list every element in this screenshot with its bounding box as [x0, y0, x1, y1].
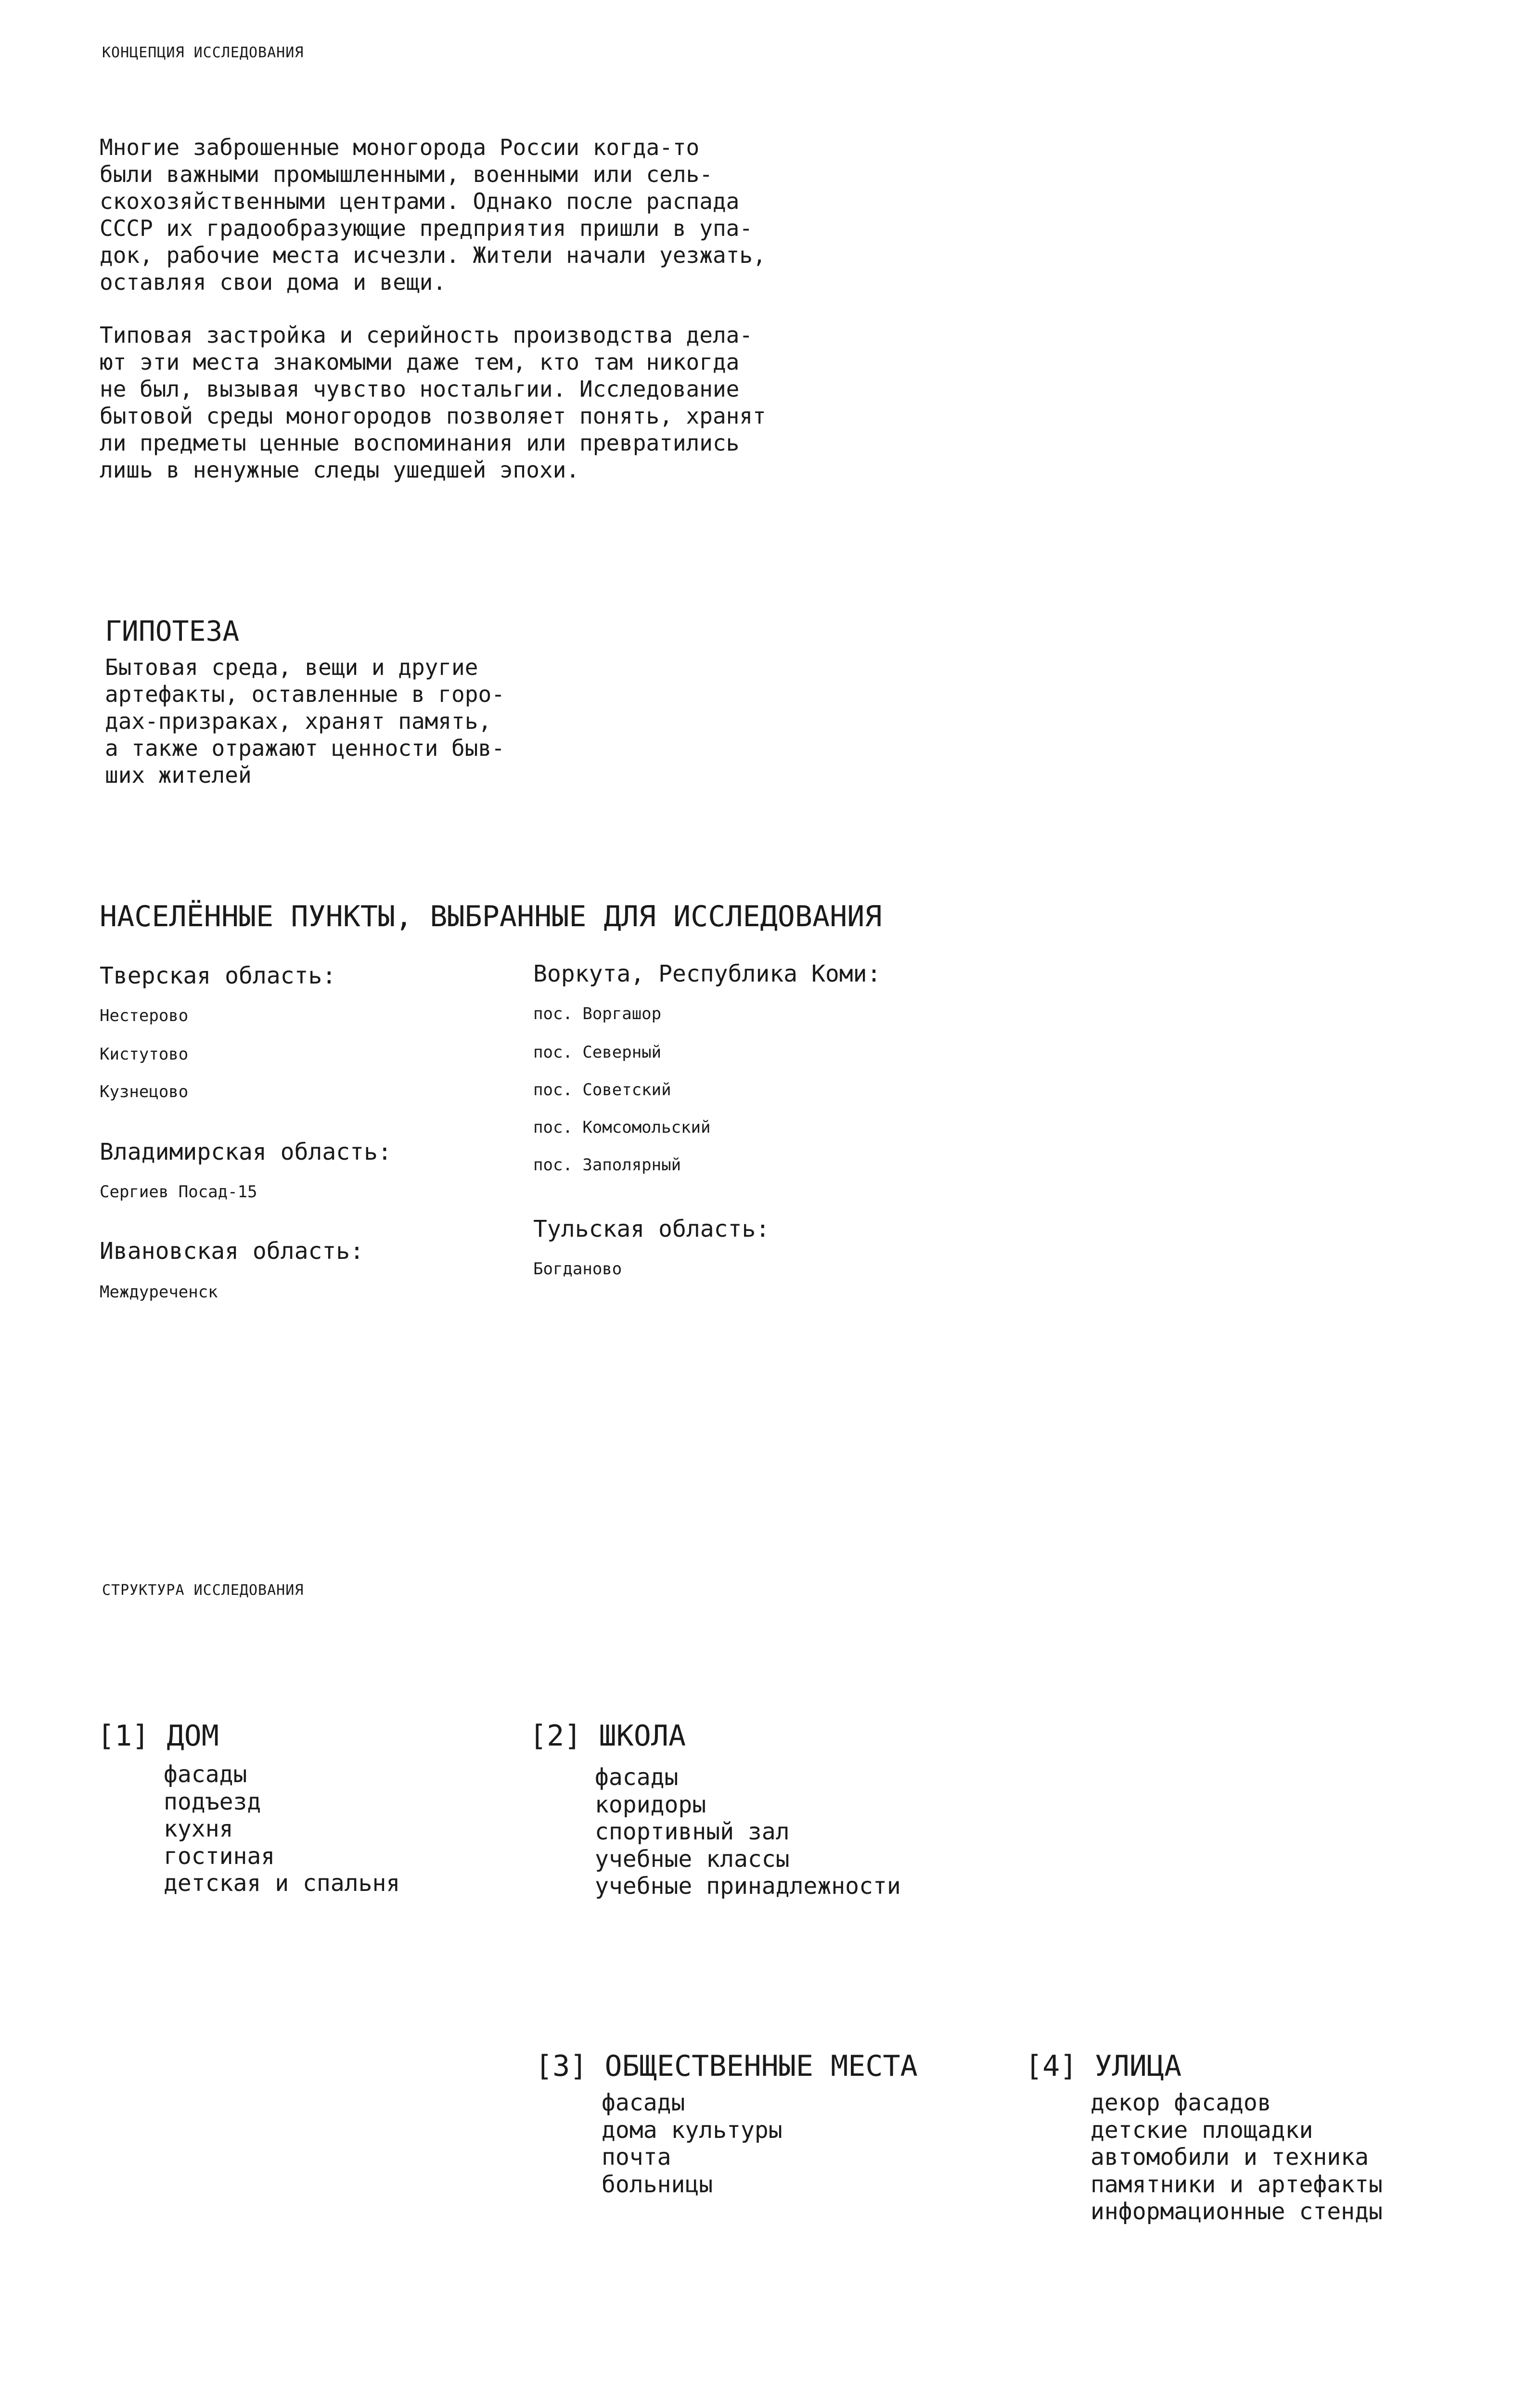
section-3-item: больницы — [602, 2171, 713, 2198]
region-tula: Тульская область: — [533, 1216, 770, 1242]
section-4-item: детские площадки — [1091, 2116, 1313, 2144]
settlement-sovetsky: пос. Советский — [533, 1080, 671, 1100]
section-4-item: автомобили и техника — [1091, 2144, 1369, 2171]
section-3-items — [602, 2089, 783, 2198]
region-ivanovo: Ивановская область: — [100, 1238, 364, 1265]
section-2-items — [595, 1764, 901, 1900]
section-1-title: [1] ДОМ — [97, 1719, 219, 1753]
region-tver: Тверская область: — [100, 962, 336, 989]
section-1-item: подъезд — [164, 1788, 261, 1815]
section-4-item: информационные стенды — [1091, 2198, 1383, 2225]
settlement-nesterovo: Нестерово — [100, 1006, 189, 1025]
section-4-title: [4] УЛИЦА — [1025, 2049, 1182, 2083]
settlement-kuznetsovo: Кузнецово — [100, 1082, 189, 1101]
settlement-kistutovo: Кистутово — [100, 1045, 189, 1064]
section-4-item: декор фасадов — [1091, 2089, 1271, 2116]
concept-section-label: КОНЦЕПЦИЯ ИССЛЕДОВАНИЯ — [102, 44, 304, 61]
section-1-item: детская и спальня — [164, 1870, 400, 1897]
section-1-item: гостиная — [164, 1842, 275, 1870]
settlement-severny: пос. Северный — [533, 1043, 662, 1062]
region-vorkuta: Воркута, Республика Коми: — [533, 960, 881, 987]
settlements-title: НАСЕЛЁННЫЕ ПУНКТЫ, ВЫБРАННЫЕ ДЛЯ ИССЛЕДОВАНИЯ — [100, 900, 882, 933]
concept-paragraph-2: Типовая застройка и серийность производства дела- ют эти места знакомыми даже тем, кто там никогда не был, вызывая чувство ностальгии. Исследование бытовой среды моногородов позволяет понять, хранят ли предметы ценные воспоминания или превратились лишь в ненужные следы ушедшей эпохи. — [100, 322, 766, 483]
settlement-komsomolsky: пос. Комсомольский — [533, 1118, 711, 1137]
hypothesis-title: ГИПОТЕЗА — [105, 615, 240, 647]
structure-section-label: СТРУКТУРА ИССЛЕДОВАНИЯ — [102, 1582, 304, 1599]
section-3-item: почта — [602, 2144, 671, 2171]
section-2-item: коридоры — [595, 1791, 706, 1818]
section-2-item: учебные классы — [595, 1845, 790, 1873]
settlement-bogdanovo: Богданово — [533, 1259, 622, 1279]
section-1-items — [164, 1761, 400, 1897]
section-3-item: фасады — [602, 2089, 685, 2116]
section-1-item: фасады — [164, 1761, 247, 1788]
section-3-title: [3] ОБЩЕСТВЕННЫЕ МЕСТА — [535, 2049, 918, 2083]
settlement-zapolyarny: пос. Заполярный — [533, 1155, 681, 1175]
settlement-sergiev-posad-15: Сергиев Посад-15 — [100, 1182, 257, 1202]
section-1-item: кухня — [164, 1815, 233, 1842]
section-2-item: учебные принадлежности — [595, 1873, 901, 1900]
section-2-item: спортивный зал — [595, 1818, 790, 1845]
section-2-item: фасады — [595, 1764, 679, 1791]
concept-paragraph-1: Многие заброшенные моногорода России когда-то были важными промышленными, военными или сель- скохозяйственными центрами. Однако после распада СССР их градообразующие предприятия пришли в упа- док, рабочие места исчезли. Жители начали уезжать, оставляя свои дома и вещи. — [100, 134, 766, 295]
settlement-mezhdurechensk: Междуреченск — [100, 1282, 218, 1302]
section-2-title: [2] ШКОЛА — [529, 1719, 686, 1753]
hypothesis-text: Бытовая среда, вещи и другие артефакты, оставленные в горо- дах-призраках, хранят память, а также отражают ценности быв- ших жителей — [105, 654, 505, 788]
region-vladimir: Владимирская область: — [100, 1139, 392, 1165]
settlement-vorgashor: пос. Воргашор — [533, 1004, 662, 1023]
section-4-item: памятники и артефакты — [1091, 2171, 1383, 2198]
section-3-item: дома культуры — [602, 2116, 783, 2144]
section-4-items — [1091, 2089, 1383, 2226]
